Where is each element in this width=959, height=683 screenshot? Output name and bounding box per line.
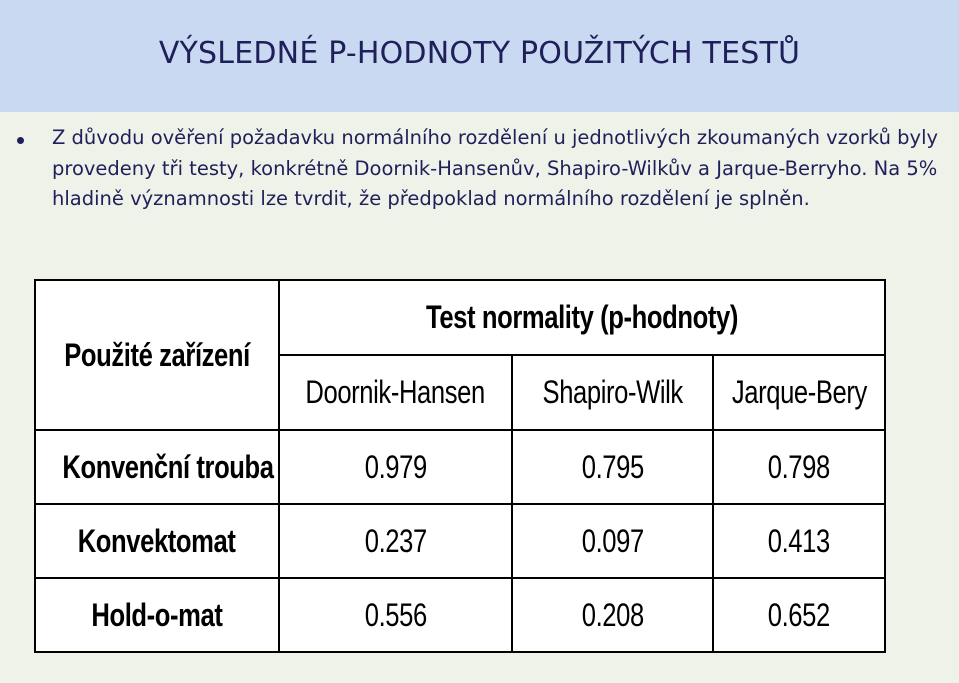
bullet-icon [17,137,24,144]
value-cell [279,578,512,652]
row-label-cell [35,504,279,578]
group-header-cell [279,280,885,355]
row-label: Hold-o-mat [91,596,223,633]
value-cell [279,504,512,578]
test-header-jarque-bery: Jarque-Bery [731,374,867,410]
slide-title: VÝSLEDNÉ P-HODNOTY POUŽITÝCH TESTŮ [158,36,801,71]
p-value: 0.413 [767,522,831,559]
row-label: Konvenční trouba [62,448,274,485]
title-band [0,0,959,112]
p-value: 0.979 [364,448,427,485]
value-cell [512,504,713,578]
table-row [35,504,885,578]
p-value: 0.237 [364,522,427,559]
p-value: 0.097 [581,522,644,559]
test-header-cell [713,355,885,430]
test-header-cell [279,355,512,430]
row-label: Konvektomat [78,522,236,559]
value-cell [279,430,512,504]
test-header-doornik-hansen: Doornik-Hansen [305,374,486,410]
value-cell [512,578,713,652]
table-header-row [35,280,885,355]
test-group-header: Test normality (p-hodnoty) [426,299,738,335]
value-cell [713,578,885,652]
results-table [34,279,886,653]
p-value: 0.795 [581,448,644,485]
row-label-cell [35,578,279,652]
table-row [35,430,885,504]
device-header-cell [35,280,279,430]
device-header: Použité zařízení [64,336,250,373]
p-value: 0.652 [767,596,831,633]
row-label-cell [35,430,279,504]
p-value: 0.208 [581,596,644,633]
table-row [35,578,885,652]
test-header-shapiro-wilk: Shapiro-Wilk [542,374,683,410]
value-cell [713,430,885,504]
value-cell [512,430,713,504]
test-header-cell [512,355,713,430]
p-value: 0.798 [767,448,831,485]
bullet-text: Z důvodu ověření požadavku normálního rozdělení u jednotlivých zkoumaných vzorků byly provedeny tři testy, konkrétně Doornik-Hansenův, Shapiro-Wilkův a Jarque-Berryho. Na 5% hladině významnosti lze tvrdit, že předpoklad normálního rozdělení je splněn. [52,126,939,210]
value-cell [713,504,885,578]
p-value: 0.556 [364,596,427,633]
